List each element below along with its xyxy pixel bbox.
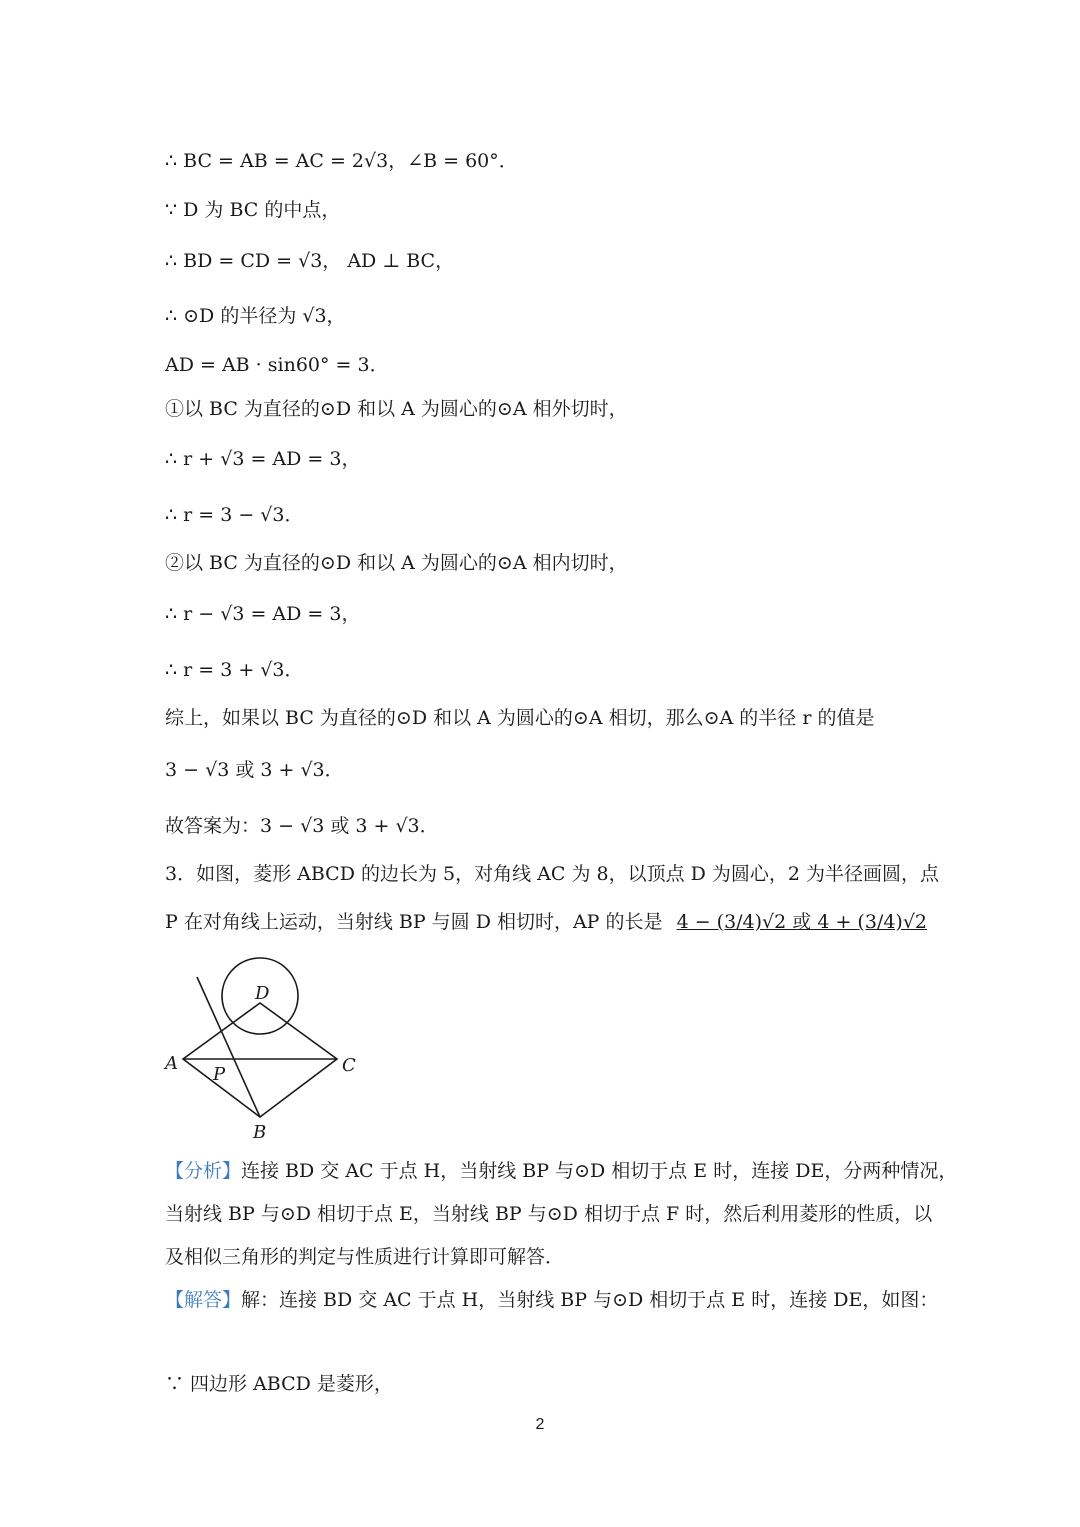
analysis-line-2: 当射线 BP 与⊙D 相切于点 E，当射线 BP 与⊙D 相切于点 F 时，然后利用菱形的性质，以: [165, 1203, 933, 1225]
line-13: 3 − √3 或 3 + √3．: [165, 759, 344, 781]
line-14: 故答案为：3 − √3 或 3 + √3．: [165, 815, 439, 837]
line-8: ∴ r = 3 − √3．: [165, 504, 304, 526]
line-4: ∴ ⊙D 的半径为 √3，: [165, 305, 346, 327]
line-11: ∴ r = 3 + √3．: [165, 659, 304, 681]
label-p: P: [213, 1064, 226, 1085]
label-b: B: [253, 1122, 267, 1143]
label-a: A: [165, 1053, 178, 1074]
analysis-line-1: [165, 1158, 957, 1184]
rhombus-figure: [150, 955, 390, 1150]
analysis-line-3: 及相似三角形的判定与性质进行计算即可解答．: [165, 1246, 565, 1268]
page-number: 2: [535, 1416, 545, 1433]
line-3: ∴ BD = CD = √3， AD ⊥ BC，: [165, 250, 455, 272]
ray-bp: [197, 977, 260, 1117]
answer-line-1: [165, 1287, 938, 1313]
line-9: ②以 BC 为直径的⊙D 和以 A 为圆心的⊙A 相内切时，: [165, 552, 628, 574]
question-3-line-1: 3．如图，菱形 ABCD 的边长为 5，对角线 AC 为 8，以顶点 D 为圆心，2 为半径画圆，点: [165, 863, 940, 885]
answer-line-2: ∵ 四边形 ABCD 是菱形，: [165, 1373, 393, 1395]
analysis-text-1: 连接 BD 交 AC 于点 H，当射线 BP 与⊙D 相切于点 E 时，连接 DE，分两种情况，: [241, 1160, 958, 1182]
line-5: AD = AB · sin60° = 3．: [165, 354, 389, 376]
line-7: ∴ r + √3 = AD = 3，: [165, 448, 361, 470]
line-10: ∴ r − √3 = AD = 3，: [165, 603, 361, 625]
answer-tag: 【解答】: [165, 1289, 242, 1311]
line-12: 综上，如果以 BC 为直径的⊙D 和以 A 为圆心的⊙A 相切，那么⊙A 的半径 r 的值是: [165, 707, 875, 729]
rhombus-abcd: [183, 1003, 337, 1117]
question-3-answer: 4 − (3/4)√2 或 4 + (3/4)√2: [676, 911, 928, 933]
analysis-tag: 【分析】: [165, 1160, 242, 1182]
line-1: ∴ BC = AB = AC = 2√3，∠B = 60°．: [165, 150, 518, 172]
line-2: ∵ D 为 BC 的中点，: [165, 199, 341, 221]
question-3-text: P 在对角线上运动，当射线 BP 与圆 D 相切时，AP 的长是: [165, 911, 663, 933]
label-c: C: [342, 1055, 356, 1076]
answer-text-1: 解：连接 BD 交 AC 于点 H，当射线 BP 与⊙D 相切于点 E 时，连接 DE，如图：: [241, 1289, 939, 1311]
line-6: ①以 BC 为直径的⊙D 和以 A 为圆心的⊙A 相外切时，: [165, 398, 628, 420]
label-d: D: [255, 983, 270, 1004]
question-3-line-2: [165, 909, 927, 935]
